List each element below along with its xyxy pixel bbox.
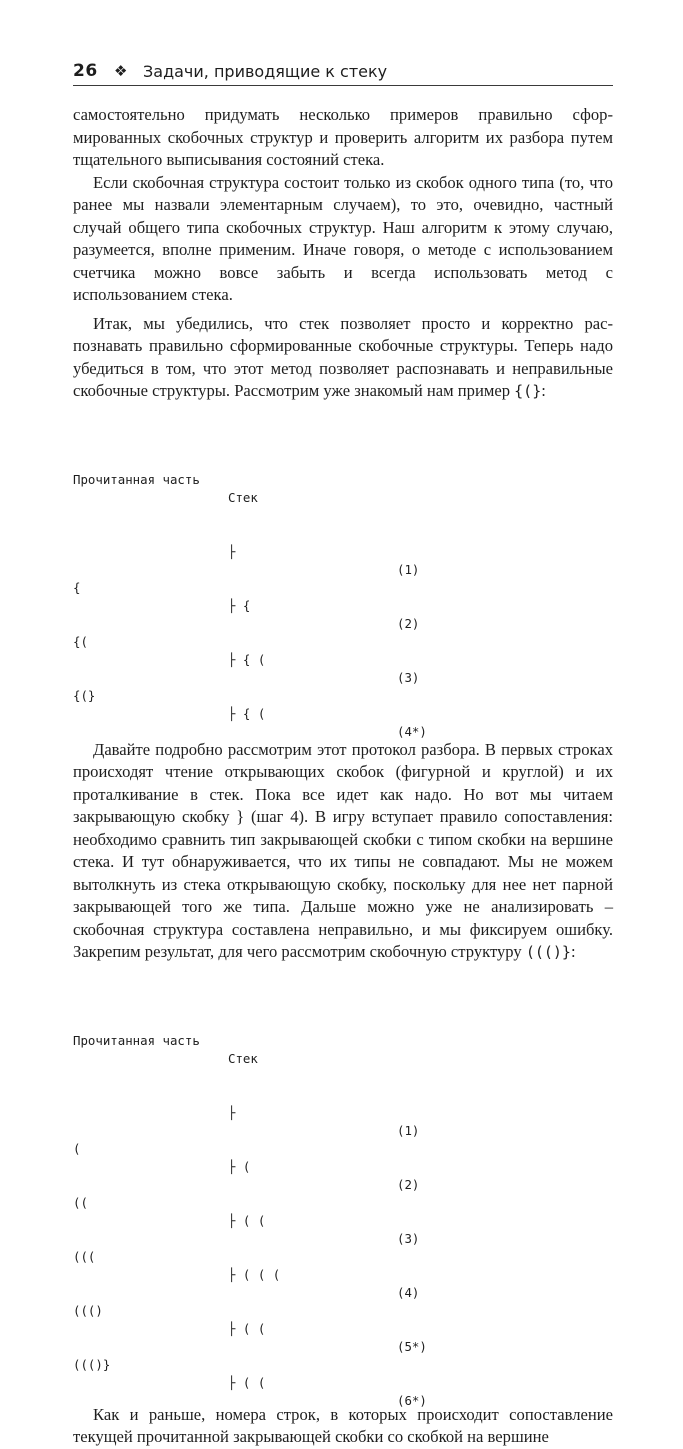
protocol-row [73, 1338, 613, 1408]
stack-state: ├ [228, 1104, 236, 1120]
paragraph-3-end: : [541, 381, 546, 400]
step-number: (5*) [397, 1338, 427, 1354]
paragraph-3 [73, 313, 613, 403]
protocol-row [73, 615, 613, 685]
read-part: (( [73, 1194, 88, 1210]
step-number: (3) [397, 669, 420, 685]
stack-state: ├ ( ( [228, 1212, 266, 1228]
step-number: (2) [397, 615, 420, 631]
step-number: (6*) [397, 1392, 427, 1408]
step-number: (1) [397, 561, 420, 577]
protocol-row [73, 1068, 613, 1138]
read-part: ( [73, 1140, 81, 1156]
column-header-read: Прочитанная часть [73, 471, 200, 487]
read-part: { [73, 579, 81, 595]
read-part: {( [73, 633, 88, 649]
read-part: ((( [73, 1248, 96, 1264]
inline-code-example-1: {(} [514, 382, 542, 400]
step-number: (1) [397, 1122, 420, 1138]
stack-state: ├ [228, 543, 236, 559]
read-part: {(} [73, 687, 96, 703]
paragraph-4-text: Давайте подробно рассмотрим этот протокол разбора. В первых строках происходят чтение открывающих скобок (фигурной и круглой) и их проталкивание в стек. Пока все идет как надо. Но вот мы читаем закрывающую скобку } (шаг 4). В игру вступает правило сопоставления: необходимо сравнить тип закрывающей скобки с типом скобки на вершине стека. И тут обнаруживается, что их типы не совпадают. Мы не можем вытолкнуть из стека открывающую скобку, поскольку для нее нет парной закрывающей того же типа. Дальше можно уже не анализировать – скобочная структура составлена неправильно, и мы фиксируем ошибку. Закрепим результат, для чего рассмотрим скобочную структуру [73, 739, 613, 961]
stack-state: ├ ( ( [228, 1320, 266, 1336]
inline-code-example-2: ((()} [525, 943, 571, 961]
step-number: (4) [397, 1284, 420, 1300]
stack-state: ├ ( ( ( [228, 1266, 281, 1282]
protocol-row [73, 1230, 613, 1300]
stack-state: ├ { [228, 597, 251, 613]
parse-protocol-2 [73, 978, 613, 1408]
stack-state: ├ { ( [228, 651, 266, 667]
running-header [73, 58, 613, 86]
step-number: (2) [397, 1176, 420, 1192]
column-header-stack: Стек [228, 489, 258, 505]
parse-protocol-1 [73, 417, 613, 739]
protocol-row [73, 507, 613, 577]
read-part: ((() [73, 1302, 103, 1318]
paragraph-1: самостоятельно придумать несколько примеров правильно сформированных скобочных структур и проверить алгоритм их разбора путем тщательного выписывания состояний стека. [73, 105, 613, 169]
ornament-icon: ❖ [114, 62, 128, 80]
paragraph-2: Если скобочная структура состоит только из скобок одного типа (то, что ранее мы назвали элементарным случаем), то это, очевидно, частный случай общего типа скобочных структур. Наш алгоритм к этому случаю, разумеется, вполне применим. Иначе говоря, о методе с использованием счетчика можно вовсе забыть и всегда использовать метод с использованием стека. [73, 172, 613, 304]
paragraph-4 [73, 739, 613, 964]
protocol-row [73, 561, 613, 631]
step-number: (3) [397, 1230, 420, 1246]
step-number: (4*) [397, 723, 427, 739]
stack-state: ├ ( ( [228, 1374, 266, 1390]
protocol-header-row [73, 453, 613, 505]
header-rule [73, 85, 613, 86]
page-number: 26 [73, 61, 98, 81]
column-header-read: Прочитанная часть [73, 1032, 200, 1048]
stack-state: ├ ( [228, 1158, 251, 1174]
protocol-row [73, 1176, 613, 1246]
chapter-title: Задачи, приводящие к стеку [143, 62, 388, 81]
protocol-row [73, 669, 613, 739]
protocol-header-row [73, 1014, 613, 1066]
protocol-row [73, 1122, 613, 1192]
stack-state: ├ { ( [228, 705, 266, 721]
column-header-stack: Стек [228, 1050, 258, 1066]
read-part: ((()} [73, 1356, 111, 1372]
paragraph-4-end: : [570, 942, 576, 961]
page-body [73, 104, 613, 1449]
paragraph-5: Как и раньше, номера строк, в которых происходит сопоставление текущей прочитанной закрывающей скобки со скобкой на вершине [73, 1404, 613, 1446]
paragraph-3-text: Итак, мы убедились, что стек позволяет просто и корректно распознавать правильно сформированные скобочные структуры. Теперь надо убедиться в том, что этот метод позволяет распознавать и неправильные скобочные структуры. Рассмотрим уже знакомый нам пример [73, 313, 613, 400]
protocol-row [73, 1284, 613, 1354]
